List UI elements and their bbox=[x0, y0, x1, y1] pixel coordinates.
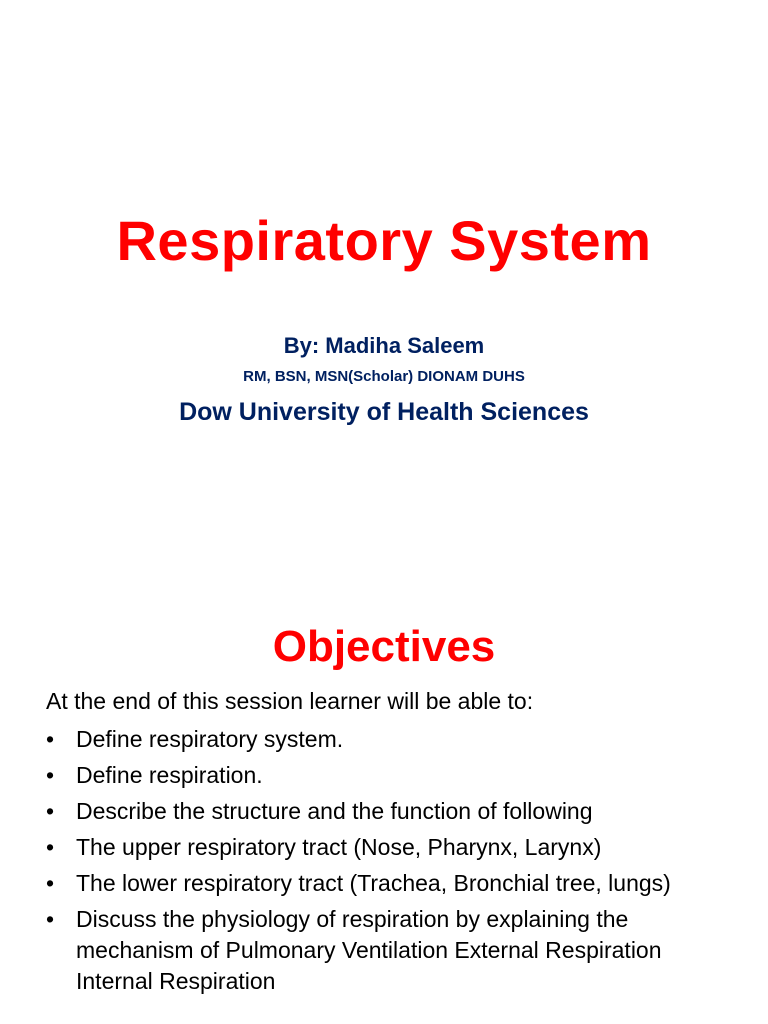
list-item bbox=[46, 796, 738, 827]
objectives-title: Objectives bbox=[272, 622, 496, 671]
list-item-text: Describe the structure and the function of following bbox=[76, 798, 593, 824]
list-item bbox=[46, 868, 738, 899]
list-item-text: The upper respiratory tract (Nose, Pharynx, Larynx) bbox=[76, 834, 602, 860]
bullet-dot: • bbox=[46, 726, 55, 752]
institution-name: Dow University of Health Sciences bbox=[179, 398, 589, 426]
list-item-text: Define respiration. bbox=[76, 762, 263, 788]
list-item bbox=[46, 832, 738, 863]
objectives-intro: At the end of this session learner will be able to: bbox=[46, 688, 534, 714]
objectives-list bbox=[46, 724, 738, 1002]
list-item-text: The lower respiratory tract (Trachea, Bronchial tree, lungs) bbox=[76, 870, 671, 896]
objectives-slide bbox=[0, 580, 768, 1024]
bullet-dot: • bbox=[46, 762, 55, 788]
slide-title: Respiratory System bbox=[116, 209, 652, 272]
list-item-text: Discuss the physiology of respiration by explaining the mechanism of Pulmonary Ventilation External Respiration Internal Respiration bbox=[76, 906, 662, 994]
bullet-dot: • bbox=[46, 798, 55, 824]
list-item-text: Define respiratory system. bbox=[76, 726, 344, 752]
author-byline: By: Madiha Saleem bbox=[283, 333, 485, 358]
list-item bbox=[46, 904, 738, 997]
list-item bbox=[46, 724, 738, 755]
bullet-dot: • bbox=[46, 906, 55, 932]
list-item bbox=[46, 760, 738, 791]
bullet-dot: • bbox=[46, 834, 55, 860]
author-credentials: RM, BSN, MSN(Scholar) DIONAM DUHS bbox=[243, 368, 525, 385]
bullet-dot: • bbox=[46, 870, 55, 896]
